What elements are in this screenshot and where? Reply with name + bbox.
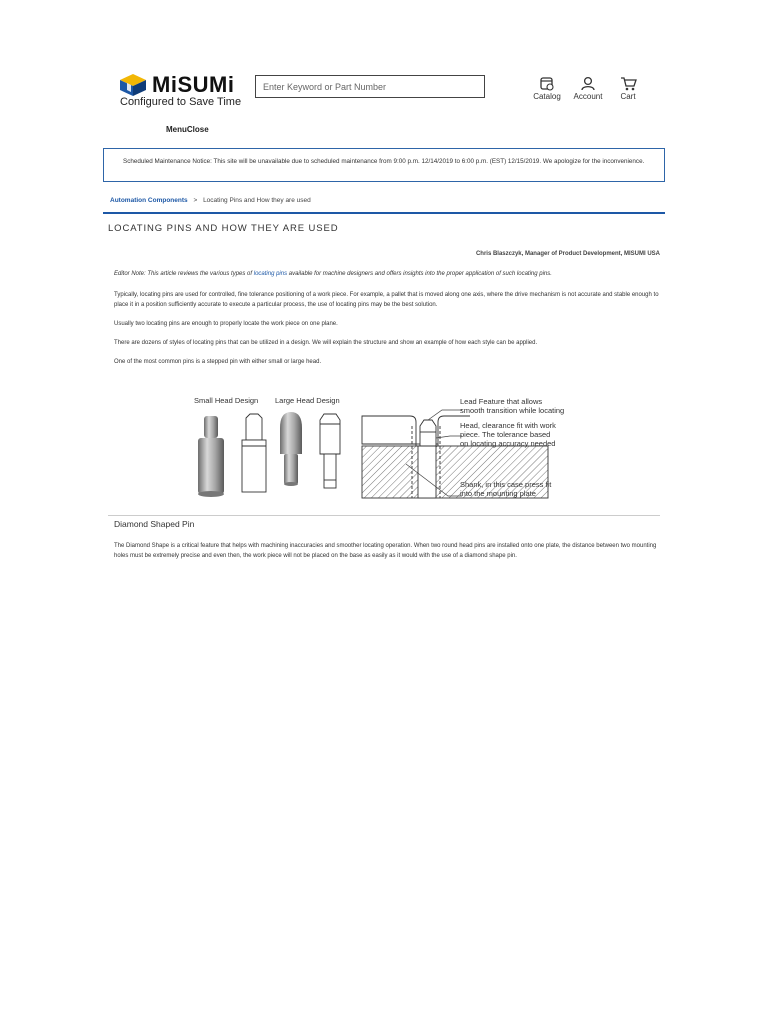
breadcrumb-automation-components[interactable]: Automation Components [110,197,188,204]
locating-pins-link[interactable]: locating pins [253,271,288,277]
small-head-pin-drawing [242,414,266,492]
catalog-icon [539,76,555,91]
callout-head-line-3: on locating accuracy needed [460,439,556,448]
brand-name: MiSUMi [152,72,235,97]
callout-shank-line-1: Shank, in this case press fit [460,480,552,489]
misumi-logo-icon [118,73,148,97]
cart-label: Cart [620,92,636,101]
small-head-pin-photo [198,416,224,497]
maintenance-notice [103,148,665,182]
breadcrumb-current: Locating Pins and How they are used [203,197,311,204]
callout-lead-line-1: Lead Feature that allows [460,397,543,406]
paragraph-4: One of the most common pins is a stepped pin with either small or large head. [114,359,322,365]
paragraph-diamond-pin: The Diamond Shape is a critical feature that helps with machining inaccuracies and smoother locating operation. When two round head pins are installed onto one plate, the distance between two mounting holes must be extremely precise and even then, the work piece will not be placed on the base as easily as it would with the use of a diamond shape pin. [114,543,657,559]
cart-icon [620,76,637,91]
page-title: LOCATING PINS AND HOW THEY ARE USED [108,223,339,234]
editor-note-text-start: Editor Note: This article reviews the various types of [114,271,254,277]
section-title-diamond-pin: Diamond Shaped Pin [114,519,195,529]
menu-close-button[interactable]: MenuClose [166,125,209,134]
breadcrumb-separator: > [193,197,198,204]
large-head-design-label: Large Head Design [275,396,340,405]
catalog-label: Catalog [533,92,561,101]
small-head-design-label: Small Head Design [194,396,259,405]
user-icon [580,76,596,91]
callout-shank-line-2: into the mounting plate [460,489,536,498]
misumi-logo[interactable] [118,72,243,112]
author-byline: Chris Blaszczyk, Manager of Product Development, MISUMI USA [475,251,660,257]
callout-shank [460,480,551,498]
callout-lead-feature [460,397,564,415]
callout-lead-line-2: smooth transition while locating [460,406,565,415]
large-head-pin-drawing [320,414,340,488]
callout-head-line-2: piece. The tolerance based [460,430,551,439]
section-divider [108,515,660,516]
large-head-pin-photo [280,412,302,486]
callout-head-line-1: Head, clearance fit with work [460,421,556,430]
editor-note-text-end: available for machine designers and offers insights into the proper application of such locating pins. [287,271,552,277]
paragraph-3: There are dozens of styles of locating pins that can be utilized in a design. We will explain the structure and show an example of how each style can be applied. [114,340,538,346]
notice-text: Scheduled Maintenance Notice: This site will be unavailable due to scheduled maintenance from 9:00 p.m. 12/14/2019 to 6:00 p.m. (EST) 12/15/2019. We apologize for the inconvenience. [123,158,645,165]
paragraph-1: Typically, locating pins are used for controlled, fine tolerance positioning of a work piece. For example, a pallet that is moved along one axis, where the drive mechanism is not accurate and stable enough to place it in a position sufficiently accurate to execute a particular process, the use of locating pins may be the best solution. [114,292,659,308]
header-divider [103,212,665,214]
search-input[interactable] [256,76,484,97]
breadcrumb [110,197,311,204]
stepped-pin-figure [180,388,580,506]
account-label: Account [573,92,603,101]
catalog-link[interactable] [530,76,564,101]
callout-head [460,421,556,448]
search-box[interactable] [255,75,485,98]
editor-note [114,269,659,279]
account-link[interactable] [571,76,605,101]
brand-tagline: Configured to Save Time [120,96,242,108]
cart-link[interactable] [611,76,645,101]
paragraph-2: Usually two locating pins are enough to properly locate the work piece on one plane. [114,321,338,327]
